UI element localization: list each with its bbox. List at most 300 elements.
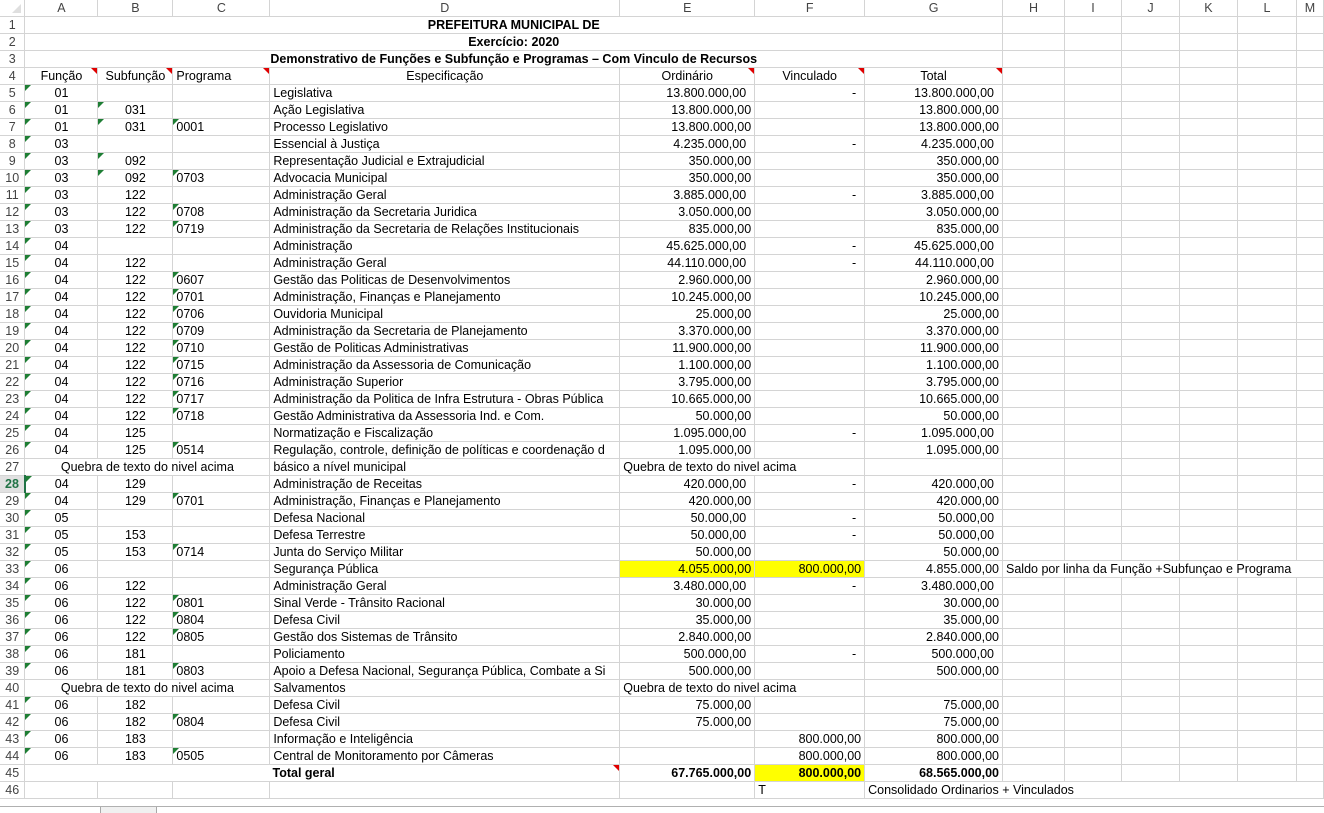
row-header[interactable]: 41 <box>0 697 25 714</box>
ordinario-cell[interactable]: 10.665.000,00 <box>620 391 755 408</box>
cell[interactable] <box>1121 34 1179 51</box>
cell[interactable] <box>1003 629 1065 646</box>
cell[interactable] <box>1003 646 1065 663</box>
especificacao-cell[interactable]: Segurança Pública <box>270 561 620 578</box>
total-cell[interactable]: 3.795.000,00 <box>865 374 1003 391</box>
cell[interactable] <box>1065 306 1122 323</box>
cell[interactable] <box>1237 476 1296 493</box>
cell[interactable] <box>1003 680 1065 697</box>
subfuncao-cell[interactable]: 122 <box>98 340 173 357</box>
cell[interactable] <box>1237 731 1296 748</box>
cell[interactable] <box>1296 170 1323 187</box>
programa-cell[interactable] <box>173 561 270 578</box>
cell[interactable] <box>1003 697 1065 714</box>
programa-cell[interactable]: 0703 <box>173 170 270 187</box>
cell[interactable] <box>1003 527 1065 544</box>
cell[interactable] <box>1121 731 1179 748</box>
funcao-cell[interactable]: 04 <box>25 425 98 442</box>
total-cell[interactable]: 13.800.000,00 <box>865 102 1003 119</box>
cell[interactable] <box>1121 765 1179 782</box>
cell[interactable] <box>1003 544 1065 561</box>
vinculado-cell[interactable] <box>755 323 865 340</box>
especificacao-cell[interactable]: Gestão Administrativa da Assessoria Ind. e Com. <box>270 408 620 425</box>
cell[interactable] <box>1121 459 1179 476</box>
cell[interactable] <box>1003 748 1065 765</box>
subfuncao-cell[interactable] <box>98 136 173 153</box>
cell[interactable] <box>1121 544 1179 561</box>
funcao-cell[interactable]: 06 <box>25 578 98 595</box>
row-header[interactable]: 32 <box>0 544 25 561</box>
cell[interactable] <box>1296 119 1323 136</box>
programa-cell[interactable] <box>173 476 270 493</box>
cell[interactable] <box>1065 255 1122 272</box>
cell[interactable] <box>1003 391 1065 408</box>
cell[interactable] <box>1237 102 1296 119</box>
cell[interactable] <box>1121 714 1179 731</box>
total-ordinario[interactable]: 67.765.000,00 <box>620 765 755 782</box>
cell[interactable] <box>1179 459 1237 476</box>
row-header[interactable]: 28 <box>0 476 25 493</box>
cell[interactable] <box>1296 493 1323 510</box>
cell[interactable] <box>1296 204 1323 221</box>
cell[interactable] <box>1237 34 1296 51</box>
cell[interactable] <box>1237 663 1296 680</box>
cell[interactable] <box>1296 646 1323 663</box>
cell[interactable] <box>1065 221 1122 238</box>
total-cell[interactable]: 75.000,00 <box>865 714 1003 731</box>
cell[interactable] <box>1121 612 1179 629</box>
especificacao-cell[interactable]: Apoio a Defesa Nacional, Segurança Pública, Combate a Si <box>270 663 620 680</box>
total-cell[interactable]: 10.665.000,00 <box>865 391 1003 408</box>
especificacao-cell[interactable]: Regulação, controle, definição de políticas e coordenação d <box>270 442 620 459</box>
cell[interactable] <box>1065 527 1122 544</box>
cell[interactable] <box>1121 323 1179 340</box>
row-header[interactable]: 29 <box>0 493 25 510</box>
cell[interactable] <box>1179 646 1237 663</box>
cell[interactable] <box>1065 408 1122 425</box>
cell[interactable] <box>1065 629 1122 646</box>
vinculado-cell[interactable]: - <box>755 85 865 102</box>
select-all-corner[interactable] <box>0 0 25 17</box>
programa-cell[interactable]: 0718 <box>173 408 270 425</box>
cell[interactable] <box>1121 238 1179 255</box>
cell[interactable] <box>1065 272 1122 289</box>
programa-cell[interactable] <box>173 510 270 527</box>
cell[interactable] <box>1003 306 1065 323</box>
total-cell[interactable]: 350.000,00 <box>865 170 1003 187</box>
ordinario-cell[interactable]: 835.000,00 <box>620 221 755 238</box>
total-vinculado[interactable]: 800.000,00 <box>755 765 865 782</box>
total-cell[interactable]: 500.000,00 <box>865 663 1003 680</box>
header-programa[interactable]: Programa <box>173 68 270 85</box>
vinculado-cell[interactable] <box>755 663 865 680</box>
subfuncao-cell[interactable]: 122 <box>98 629 173 646</box>
cell[interactable] <box>1121 204 1179 221</box>
cell[interactable] <box>1121 680 1179 697</box>
header-total[interactable]: Total <box>865 68 1003 85</box>
cell[interactable] <box>1296 408 1323 425</box>
vinculado-cell[interactable]: - <box>755 510 865 527</box>
column-header-g[interactable]: G <box>865 0 1003 17</box>
cell[interactable] <box>1121 527 1179 544</box>
vinculado-cell[interactable] <box>755 595 865 612</box>
funcao-cell[interactable]: 05 <box>25 527 98 544</box>
especificacao-cell[interactable]: Administração, Finanças e Planejamento <box>270 289 620 306</box>
cell[interactable] <box>1296 510 1323 527</box>
cell[interactable] <box>1003 578 1065 595</box>
cell[interactable] <box>1003 612 1065 629</box>
row-header[interactable]: 5 <box>0 85 25 102</box>
cell[interactable] <box>1179 425 1237 442</box>
funcao-cell[interactable]: 04 <box>25 442 98 459</box>
cell[interactable] <box>1065 731 1122 748</box>
column-header-h[interactable]: H <box>1003 0 1065 17</box>
subfuncao-cell[interactable] <box>98 238 173 255</box>
cell[interactable] <box>1237 748 1296 765</box>
total-cell[interactable]: 1.100.000,00 <box>865 357 1003 374</box>
total-cell[interactable]: 50.000,00 <box>865 527 1003 544</box>
cell[interactable] <box>1121 289 1179 306</box>
ordinario-cell[interactable]: 50.000,00 <box>620 408 755 425</box>
funcao-cell[interactable]: 04 <box>25 323 98 340</box>
cell[interactable] <box>1237 238 1296 255</box>
ordinario-cell[interactable]: 50.000,00 <box>620 510 755 527</box>
total-cell[interactable]: 25.000,00 <box>865 306 1003 323</box>
cell[interactable] <box>1003 663 1065 680</box>
ordinario-cell[interactable]: 3.050.000,00 <box>620 204 755 221</box>
funcao-cell[interactable]: 04 <box>25 255 98 272</box>
subfuncao-cell[interactable]: 122 <box>98 374 173 391</box>
ordinario-cell[interactable]: 500.000,00 <box>620 646 755 663</box>
column-header-a[interactable]: A <box>25 0 98 17</box>
funcao-cell[interactable]: 04 <box>25 374 98 391</box>
cell[interactable] <box>1296 663 1323 680</box>
column-header-e[interactable]: E <box>620 0 755 17</box>
vinculado-cell[interactable]: - <box>755 527 865 544</box>
header-especificacao[interactable]: Especificação <box>270 68 620 85</box>
especificacao-cell[interactable]: Informação e Inteligência <box>270 731 620 748</box>
cell[interactable] <box>1237 493 1296 510</box>
especificacao-cell[interactable]: Ouvidoria Municipal <box>270 306 620 323</box>
cell[interactable] <box>1237 714 1296 731</box>
row-header[interactable]: 11 <box>0 187 25 204</box>
cell[interactable] <box>1179 102 1237 119</box>
subfuncao-cell[interactable]: 092 <box>98 153 173 170</box>
cell[interactable] <box>1121 578 1179 595</box>
cell[interactable] <box>1296 357 1323 374</box>
funcao-cell[interactable]: 03 <box>25 221 98 238</box>
row-header[interactable]: 4 <box>0 68 25 85</box>
total-cell[interactable]: 835.000,00 <box>865 221 1003 238</box>
cell[interactable] <box>1065 765 1122 782</box>
subfuncao-cell[interactable]: 122 <box>98 289 173 306</box>
cell[interactable] <box>1065 476 1122 493</box>
subfuncao-cell[interactable]: 122 <box>98 187 173 204</box>
cell[interactable] <box>1003 731 1065 748</box>
cell[interactable] <box>1296 714 1323 731</box>
funcao-cell[interactable]: 01 <box>25 85 98 102</box>
cell[interactable] <box>1003 102 1065 119</box>
cell[interactable] <box>1296 340 1323 357</box>
cell[interactable] <box>1237 340 1296 357</box>
ordinario-cell[interactable]: 45.625.000,00 <box>620 238 755 255</box>
programa-cell[interactable] <box>173 85 270 102</box>
total-cell[interactable]: 3.885.000,00 <box>865 187 1003 204</box>
cell[interactable] <box>1065 680 1122 697</box>
vinculado-cell[interactable] <box>755 170 865 187</box>
column-header-d[interactable]: D <box>270 0 620 17</box>
cell[interactable] <box>1179 272 1237 289</box>
cell[interactable] <box>1296 612 1323 629</box>
ordinario-cell[interactable]: 350.000,00 <box>620 170 755 187</box>
total-cell[interactable]: 500.000,00 <box>865 646 1003 663</box>
total-cell[interactable]: 13.800.000,00 <box>865 85 1003 102</box>
cell[interactable] <box>1003 34 1065 51</box>
cell[interactable] <box>1179 765 1237 782</box>
cell[interactable] <box>1179 544 1237 561</box>
cell[interactable] <box>1179 34 1237 51</box>
text-break-note[interactable]: Quebra de texto do nivel acima <box>25 680 270 697</box>
programa-cell[interactable] <box>173 187 270 204</box>
report-title-3[interactable]: Demonstrativo de Funções e Subfunção e Programas – Com Vinculo de Recursos <box>25 51 1003 68</box>
ordinario-cell[interactable]: 4.235.000,00 <box>620 136 755 153</box>
cell[interactable] <box>1179 612 1237 629</box>
especificacao-cell[interactable]: Advocacia Municipal <box>270 170 620 187</box>
cell[interactable] <box>1121 255 1179 272</box>
programa-cell[interactable] <box>173 255 270 272</box>
total-cell[interactable]: 1.095.000,00 <box>865 442 1003 459</box>
cell[interactable] <box>1296 289 1323 306</box>
row-header[interactable]: 17 <box>0 289 25 306</box>
header-funcao[interactable]: Função <box>25 68 98 85</box>
ordinario-cell[interactable]: 2.840.000,00 <box>620 629 755 646</box>
ordinario-cell[interactable]: 500.000,00 <box>620 663 755 680</box>
especificacao-cell[interactable]: Administração de Receitas <box>270 476 620 493</box>
cell[interactable] <box>1179 748 1237 765</box>
row-header[interactable]: 12 <box>0 204 25 221</box>
cell[interactable] <box>1065 102 1122 119</box>
subfuncao-cell[interactable]: 183 <box>98 748 173 765</box>
cell[interactable] <box>1065 612 1122 629</box>
programa-cell[interactable] <box>173 697 270 714</box>
funcao-cell[interactable]: 04 <box>25 493 98 510</box>
cell[interactable] <box>1121 374 1179 391</box>
cell[interactable] <box>1179 697 1237 714</box>
cell[interactable] <box>1237 527 1296 544</box>
vinculado-cell[interactable] <box>755 408 865 425</box>
ordinario-cell[interactable]: 50.000,00 <box>620 527 755 544</box>
programa-cell[interactable] <box>173 527 270 544</box>
cell[interactable] <box>1065 425 1122 442</box>
cell[interactable] <box>1179 408 1237 425</box>
cell[interactable] <box>1121 391 1179 408</box>
cell[interactable] <box>1179 340 1237 357</box>
total-cell[interactable] <box>865 680 1003 697</box>
programa-cell[interactable] <box>173 238 270 255</box>
subfuncao-cell[interactable] <box>98 561 173 578</box>
cell[interactable] <box>1003 459 1065 476</box>
especificacao-cell[interactable]: Normatização e Fiscalização <box>270 425 620 442</box>
cell[interactable] <box>1179 442 1237 459</box>
especificacao-cell[interactable]: Representação Judicial e Extrajudicial <box>270 153 620 170</box>
cell[interactable] <box>1237 136 1296 153</box>
cell[interactable] <box>1121 340 1179 357</box>
subfuncao-cell[interactable]: 122 <box>98 578 173 595</box>
cell[interactable] <box>1065 595 1122 612</box>
programa-cell[interactable]: 0805 <box>173 629 270 646</box>
row-header[interactable]: 44 <box>0 748 25 765</box>
cell[interactable] <box>1296 85 1323 102</box>
column-header-f[interactable]: F <box>755 0 865 17</box>
cell[interactable] <box>1179 391 1237 408</box>
row-header[interactable]: 9 <box>0 153 25 170</box>
especificacao-cell[interactable]: básico a nível municipal <box>270 459 620 476</box>
cell[interactable] <box>1065 578 1122 595</box>
total-cell[interactable]: 45.625.000,00 <box>865 238 1003 255</box>
programa-cell[interactable]: 0716 <box>173 374 270 391</box>
cell[interactable] <box>1179 51 1237 68</box>
programa-cell[interactable]: 0706 <box>173 306 270 323</box>
row-header[interactable]: 15 <box>0 255 25 272</box>
especificacao-cell[interactable]: Junta do Serviço Militar <box>270 544 620 561</box>
cell[interactable] <box>1003 323 1065 340</box>
cell[interactable] <box>1121 697 1179 714</box>
programa-cell[interactable] <box>173 731 270 748</box>
especificacao-cell[interactable]: Administração <box>270 238 620 255</box>
cell[interactable] <box>1237 357 1296 374</box>
cell[interactable] <box>1065 17 1122 34</box>
cell[interactable] <box>1237 187 1296 204</box>
cell[interactable] <box>1179 17 1237 34</box>
vinculado-cell[interactable] <box>755 697 865 714</box>
cell[interactable] <box>1179 680 1237 697</box>
subfuncao-cell[interactable]: 182 <box>98 714 173 731</box>
subfuncao-cell[interactable]: 122 <box>98 306 173 323</box>
cell[interactable] <box>1065 442 1122 459</box>
column-header-l[interactable]: L <box>1237 0 1296 17</box>
cell[interactable] <box>1121 442 1179 459</box>
cell[interactable] <box>1121 306 1179 323</box>
cell[interactable] <box>1065 238 1122 255</box>
ordinario-cell[interactable]: 3.480.000,00 <box>620 578 755 595</box>
cell[interactable] <box>1237 221 1296 238</box>
cell[interactable] <box>1296 306 1323 323</box>
especificacao-cell[interactable]: Administração, Finanças e Planejamento <box>270 493 620 510</box>
cell[interactable] <box>1296 323 1323 340</box>
especificacao-cell[interactable]: Defesa Nacional <box>270 510 620 527</box>
balance-note[interactable]: Saldo por linha da Função +Subfunçao e Programa <box>1003 561 1324 578</box>
cell[interactable] <box>98 782 173 799</box>
cell[interactable] <box>1296 680 1323 697</box>
row-header[interactable]: 45 <box>0 765 25 782</box>
especificacao-cell[interactable]: Administração da Secretaria de Planejamento <box>270 323 620 340</box>
cell[interactable] <box>1121 663 1179 680</box>
programa-cell[interactable] <box>173 136 270 153</box>
subfuncao-cell[interactable] <box>98 510 173 527</box>
total-cell[interactable]: 30.000,00 <box>865 595 1003 612</box>
subfuncao-cell[interactable]: 122 <box>98 272 173 289</box>
cell[interactable] <box>1121 221 1179 238</box>
funcao-cell[interactable]: 05 <box>25 510 98 527</box>
vinculado-cell[interactable] <box>755 102 865 119</box>
vinculado-cell[interactable]: - <box>755 425 865 442</box>
especificacao-cell[interactable]: Sinal Verde - Trânsito Racional <box>270 595 620 612</box>
cell[interactable] <box>1237 646 1296 663</box>
cell[interactable] <box>1237 629 1296 646</box>
vinculado-cell[interactable] <box>755 629 865 646</box>
cell[interactable] <box>1296 629 1323 646</box>
cell[interactable] <box>620 782 755 799</box>
funcao-cell[interactable]: 03 <box>25 170 98 187</box>
programa-cell[interactable]: 0715 <box>173 357 270 374</box>
cell[interactable] <box>1065 493 1122 510</box>
total-cell[interactable]: 10.245.000,00 <box>865 289 1003 306</box>
cell[interactable] <box>1296 34 1323 51</box>
funcao-cell[interactable]: 04 <box>25 306 98 323</box>
vinculado-cell[interactable]: 800.000,00 <box>755 748 865 765</box>
vinculado-cell[interactable] <box>755 714 865 731</box>
cell[interactable] <box>1237 119 1296 136</box>
total-cell[interactable]: 3.370.000,00 <box>865 323 1003 340</box>
cell[interactable] <box>1179 629 1237 646</box>
total-cell[interactable]: 800.000,00 <box>865 731 1003 748</box>
report-title-2[interactable]: Exercício: 2020 <box>25 34 1003 51</box>
funcao-cell[interactable]: 04 <box>25 391 98 408</box>
cell[interactable] <box>1296 17 1323 34</box>
cell[interactable] <box>1003 289 1065 306</box>
funcao-cell[interactable]: 04 <box>25 476 98 493</box>
subfuncao-cell[interactable]: 122 <box>98 255 173 272</box>
cell[interactable] <box>1003 340 1065 357</box>
total-cell[interactable]: 350.000,00 <box>865 153 1003 170</box>
row-header[interactable]: 36 <box>0 612 25 629</box>
cell[interactable] <box>1179 289 1237 306</box>
footer-f-cell[interactable]: T <box>755 782 865 799</box>
especificacao-cell[interactable]: Administração Geral <box>270 187 620 204</box>
ordinario-cell[interactable]: 4.055.000,00 <box>620 561 755 578</box>
cell[interactable] <box>1179 187 1237 204</box>
cell[interactable] <box>1179 578 1237 595</box>
subfuncao-cell[interactable]: 181 <box>98 646 173 663</box>
subfuncao-cell[interactable]: 122 <box>98 408 173 425</box>
especificacao-cell[interactable]: Essencial à Justiça <box>270 136 620 153</box>
cell[interactable] <box>1296 578 1323 595</box>
cell[interactable] <box>1237 17 1296 34</box>
total-cell[interactable]: 4.235.000,00 <box>865 136 1003 153</box>
header-vinculado[interactable]: Vinculado <box>755 68 865 85</box>
ordinario-cell[interactable]: 75.000,00 <box>620 697 755 714</box>
cell[interactable] <box>1237 323 1296 340</box>
row-header[interactable]: 26 <box>0 442 25 459</box>
vinculado-cell[interactable] <box>755 221 865 238</box>
vinculado-cell[interactable]: - <box>755 187 865 204</box>
ordinario-cell[interactable]: 25.000,00 <box>620 306 755 323</box>
subfuncao-cell[interactable]: 125 <box>98 425 173 442</box>
column-header-b[interactable]: B <box>98 0 173 17</box>
total-geral-label[interactable] <box>25 765 620 782</box>
programa-cell[interactable]: 0719 <box>173 221 270 238</box>
total-cell[interactable]: 3.480.000,00 <box>865 578 1003 595</box>
total-cell[interactable]: 2.960.000,00 <box>865 272 1003 289</box>
funcao-cell[interactable]: 06 <box>25 561 98 578</box>
especificacao-cell[interactable]: Ação Legislativa <box>270 102 620 119</box>
cell[interactable] <box>1237 85 1296 102</box>
cell[interactable] <box>1296 697 1323 714</box>
especificacao-cell[interactable]: Administração da Politica de Infra Estrutura - Obras Pública <box>270 391 620 408</box>
cell[interactable] <box>1237 765 1296 782</box>
ordinario-cell[interactable]: 420.000,00 <box>620 476 755 493</box>
cell[interactable] <box>1065 119 1122 136</box>
